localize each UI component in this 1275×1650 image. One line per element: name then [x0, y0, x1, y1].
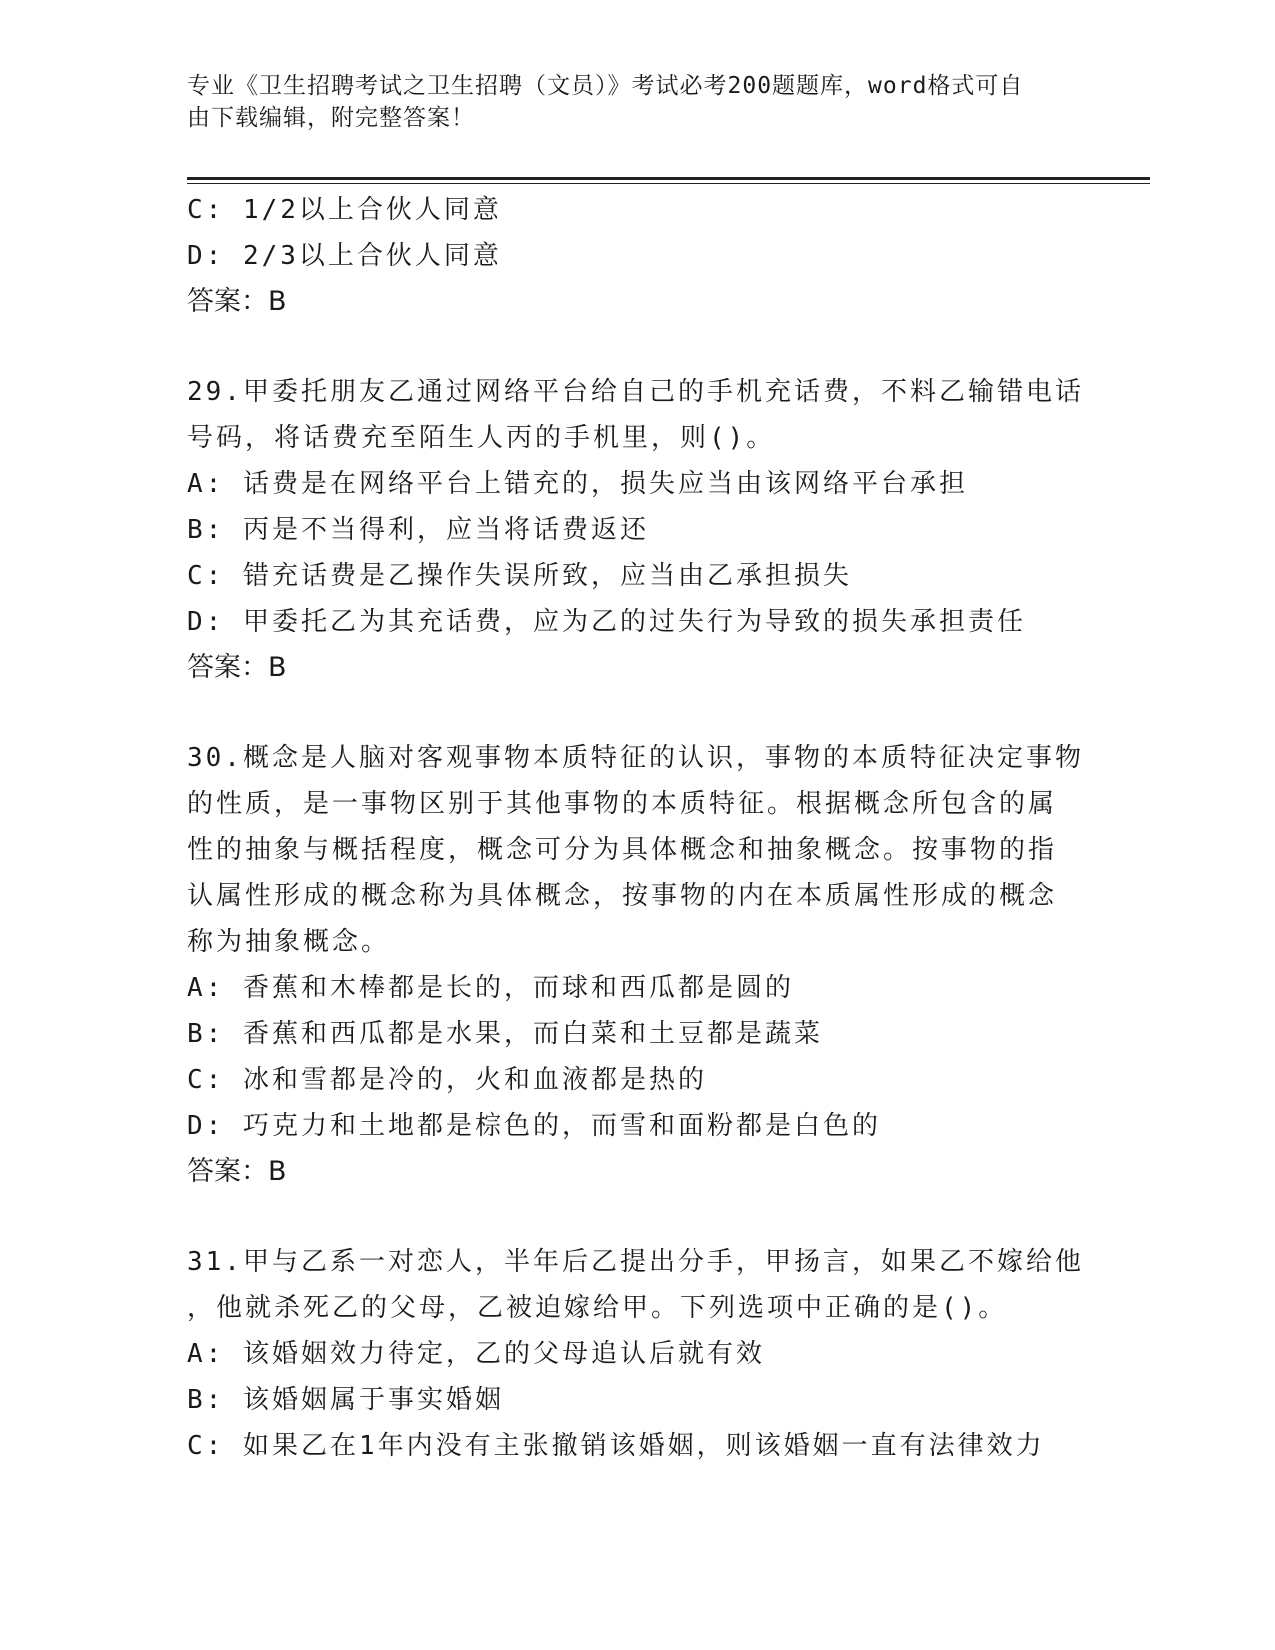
answer-label: 答案：B [187, 1156, 287, 1187]
question-stem-line: 性的抽象与概括程度，概念可分为具体概念和抽象概念。按事物的指 [187, 835, 1058, 865]
option-a: A: 话费是在网络平台上错充的，损失应当由该网络平台承担 [187, 469, 968, 499]
option-a: A: 香蕉和木棒都是长的，而球和西瓜都是圆的 [187, 973, 794, 1003]
header-divider-thick [187, 177, 1150, 180]
option-c: C: 1/2以上合伙人同意 [187, 195, 502, 225]
option-d: D: 甲委托乙为其充话费，应为乙的过失行为导致的损失承担责任 [187, 607, 1026, 637]
option-b: B: 香蕉和西瓜都是水果，而白菜和土豆都是蔬菜 [187, 1019, 823, 1049]
question-30 [187, 735, 1087, 1195]
option-b: B: 丙是不当得利，应当将话费返还 [187, 515, 649, 545]
question-29 [187, 369, 1087, 691]
option-d: D: 巧克力和土地都是棕色的，而雪和面粉都是白色的 [187, 1111, 881, 1141]
question-stem-line: 认属性形成的概念称为具体概念，按事物的内在本质属性形成的概念 [187, 881, 1058, 911]
question-stem-line: 30.概念是人脑对客观事物本质特征的认识，事物的本质特征决定事物 [187, 743, 1084, 773]
question-31 [187, 1239, 1087, 1469]
header-line-2: 由下载编辑，附完整答案！ [187, 105, 475, 131]
document-header [187, 70, 1087, 134]
question-28-tail [187, 187, 1087, 325]
option-c: C: 错充话费是乙操作失误所致，应当由乙承担损失 [187, 561, 852, 591]
answer-label: 答案：B [187, 652, 287, 683]
answer-label: 答案：B [187, 286, 287, 317]
option-d: D: 2/3以上合伙人同意 [187, 241, 502, 271]
header-divider-thin [187, 183, 1150, 184]
question-stem-line: 的性质，是一事物区别于其他事物的本质特征。根据概念所包含的属 [187, 789, 1058, 819]
question-stem-line: 31.甲与乙系一对恋人，半年后乙提出分手，甲扬言，如果乙不嫁给他 [187, 1247, 1084, 1277]
header-line-1: 专业《卫生招聘考试之卫生招聘（文员）》考试必考200题题库，word格式可自 [187, 73, 1024, 99]
option-a: A: 该婚姻效力待定，乙的父母追认后就有效 [187, 1339, 765, 1369]
option-c: C: 如果乙在1年内没有主张撤销该婚姻，则该婚姻一直有法律效力 [187, 1431, 1045, 1461]
option-c: C: 冰和雪都是冷的，火和血液都是热的 [187, 1065, 707, 1095]
question-stem-line: ，他就杀死乙的父母，乙被迫嫁给甲。下列选项中正确的是()。 [187, 1293, 1008, 1323]
question-stem-line: 29.甲委托朋友乙通过网络平台给自己的手机充话费，不料乙输错电话 [187, 377, 1084, 407]
document-body [187, 187, 1087, 1469]
question-stem-line: 号码，将话费充至陌生人丙的手机里，则()。 [187, 423, 776, 453]
option-b: B: 该婚姻属于事实婚姻 [187, 1385, 504, 1415]
question-stem-line: 称为抽象概念。 [187, 927, 391, 957]
